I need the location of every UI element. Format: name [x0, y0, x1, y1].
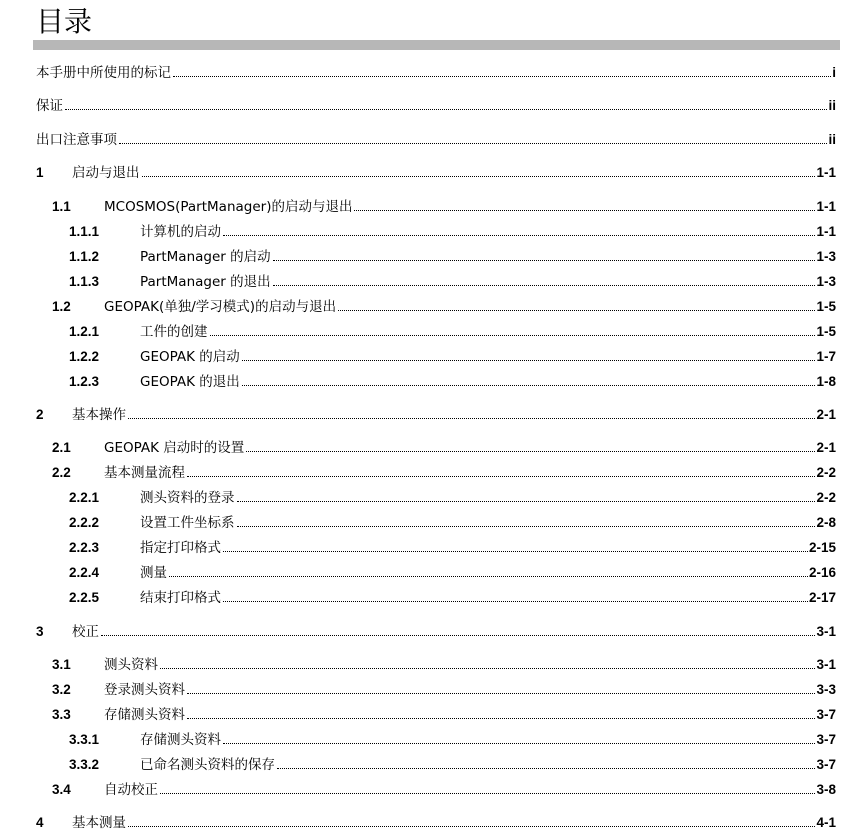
toc-entry-number: 2.1	[52, 440, 71, 455]
toc-entry-number: 1.2.1	[69, 324, 100, 339]
toc-entry-page: 3-1	[816, 657, 836, 672]
toc-entry-number: 1.1.1	[69, 224, 100, 239]
toc-dot-leader	[160, 793, 815, 794]
toc-entry-label: 测量	[140, 565, 167, 581]
toc-entry-page: 3-1	[816, 624, 836, 639]
toc-entry-label: 工件的创建	[140, 324, 208, 340]
toc-entry[interactable]	[0, 622, 865, 642]
toc-dot-leader	[187, 476, 815, 477]
toc-entry-label: 指定打印格式	[140, 540, 221, 556]
toc-dot-leader	[223, 235, 815, 236]
toc-entry[interactable]	[0, 130, 865, 150]
toc-entry-label: GEOPAK 的启动	[140, 349, 240, 365]
toc-entry-page: 1-3	[816, 249, 836, 264]
toc-entry-label: 自动校正	[104, 782, 158, 798]
toc-entry[interactable]	[0, 405, 865, 425]
toc-entry-page: 3-7	[816, 732, 836, 747]
toc-entry-page: 2-2	[816, 490, 836, 505]
toc-entry-page: 1-7	[816, 349, 836, 364]
toc-entry-label: 本手册中所使用的标记	[36, 65, 171, 81]
toc-dot-leader	[237, 501, 816, 502]
toc-entry-page: 1-1	[816, 165, 836, 180]
toc-dot-leader	[242, 385, 816, 386]
toc-entry-page: 3-7	[816, 707, 836, 722]
toc-entry[interactable]	[0, 488, 865, 508]
toc-entry-number: 1.2.2	[69, 349, 100, 364]
toc-entry-page: 2-17	[808, 590, 836, 605]
toc-entry[interactable]	[0, 272, 865, 292]
toc-dot-leader	[338, 310, 815, 311]
toc-entry-label: GEOPAK 启动时的设置	[104, 440, 245, 456]
toc-entry[interactable]	[0, 247, 865, 267]
toc-entry-page: 2-16	[808, 565, 836, 580]
toc-entry-page: 1-3	[816, 274, 836, 289]
toc-entry[interactable]	[0, 705, 865, 725]
toc-entry-page: 1-5	[816, 324, 836, 339]
toc-entry-number: 3	[36, 624, 44, 639]
toc-entry-number: 1.1.3	[69, 274, 100, 289]
toc-entry-label: 校正	[72, 624, 99, 640]
toc-dot-leader	[237, 526, 816, 527]
toc-entry-page: 2-1	[816, 407, 836, 422]
toc-entry-number: 2.2.1	[69, 490, 100, 505]
toc-dot-leader	[223, 743, 815, 744]
toc-entry-number: 1.2.3	[69, 374, 100, 389]
toc-entry-number: 3.3	[52, 707, 71, 722]
toc-entry-number: 3.2	[52, 682, 71, 697]
toc-dot-leader	[223, 551, 808, 552]
toc-entry-page: 2-1	[816, 440, 836, 455]
toc-entry-label: 启动与退出	[72, 165, 140, 181]
toc-entry-label: 存储测头资料	[104, 707, 185, 723]
toc-entry[interactable]	[0, 197, 865, 217]
toc-entry[interactable]	[0, 655, 865, 675]
toc-dot-leader	[277, 768, 815, 769]
toc-dot-leader	[354, 210, 815, 211]
toc-entry-label: 测头资料的登录	[140, 490, 235, 506]
toc-entry-label: 登录测头资料	[104, 682, 185, 698]
toc-dot-leader	[187, 718, 815, 719]
toc-entry[interactable]	[0, 96, 865, 116]
toc-dot-leader	[142, 176, 816, 177]
toc-dot-leader	[169, 576, 808, 577]
toc-entry-page: 3-7	[816, 757, 836, 772]
toc-entry-number: 1.1.2	[69, 249, 100, 264]
toc-entry-label: GEOPAK 的退出	[140, 374, 240, 390]
toc-dot-leader	[273, 285, 816, 286]
toc-entry-number: 3.1	[52, 657, 71, 672]
toc-entry-label: 保证	[36, 98, 63, 114]
toc-entry-number: 4	[36, 815, 44, 830]
page-title: 目录	[36, 5, 93, 38]
toc-dot-leader	[128, 826, 815, 827]
toc-entry[interactable]	[0, 563, 865, 583]
toc-entry[interactable]	[0, 538, 865, 558]
toc-entry-number: 1.2	[52, 299, 71, 314]
toc-entry-label: 设置工件坐标系	[140, 515, 235, 531]
toc-dot-leader	[160, 668, 815, 669]
toc-entry-page: ii	[828, 98, 836, 113]
toc-entry[interactable]	[0, 755, 865, 775]
toc-entry-label: 基本测量流程	[104, 465, 185, 481]
toc-dot-leader	[101, 635, 815, 636]
toc-entry-page: 1-1	[816, 224, 836, 239]
toc-entry[interactable]	[0, 347, 865, 367]
toc-entry-page: 2-2	[816, 465, 836, 480]
toc-entry[interactable]	[0, 813, 865, 833]
toc-entry-number: 2.2.3	[69, 540, 100, 555]
toc-dot-leader	[119, 143, 827, 144]
toc-entry-number: 3.3.1	[69, 732, 100, 747]
toc-entry-label: MCOSMOS(PartManager)的启动与退出	[104, 199, 353, 215]
toc-entry-number: 3.3.2	[69, 757, 100, 772]
toc-entry[interactable]	[0, 780, 865, 800]
toc-dot-leader	[65, 109, 827, 110]
toc-dot-leader	[242, 360, 816, 361]
toc-entry[interactable]	[0, 63, 865, 83]
toc-entry-page: 2-15	[808, 540, 836, 555]
toc-entry[interactable]	[0, 463, 865, 483]
toc-entry[interactable]	[0, 730, 865, 750]
toc-entry[interactable]	[0, 372, 865, 392]
toc-entry-page: 1-5	[816, 299, 836, 314]
toc-entry-label: 计算机的启动	[140, 224, 221, 240]
toc-entry-page: 3-8	[816, 782, 836, 797]
toc-entry-label: 出口注意事项	[36, 132, 117, 148]
toc-dot-leader	[246, 451, 815, 452]
toc-entry-number: 3.4	[52, 782, 71, 797]
toc-entry-number: 1	[36, 165, 44, 180]
toc-entry-label: 已命名测头资料的保存	[140, 757, 275, 773]
toc-entry[interactable]	[0, 322, 865, 342]
toc-dot-leader	[173, 76, 831, 77]
toc-entry-number: 2.2.5	[69, 590, 100, 605]
toc-entry-label: GEOPAK(单独/学习模式)的启动与退出	[104, 299, 337, 315]
toc-entry-number: 2.2.2	[69, 515, 100, 530]
toc-entry-label: 结束打印格式	[140, 590, 221, 606]
toc-dot-leader	[273, 260, 816, 261]
toc-entry-number: 2.2	[52, 465, 71, 480]
toc-entry-label: 基本测量	[72, 815, 126, 831]
toc-entry-page: 4-1	[816, 815, 836, 830]
toc-entry[interactable]	[0, 588, 865, 608]
toc-entry-number: 2.2.4	[69, 565, 100, 580]
toc-entry[interactable]	[0, 297, 865, 317]
toc-entry[interactable]	[0, 680, 865, 700]
toc-entry-page: 3-3	[816, 682, 836, 697]
toc-entry[interactable]	[0, 513, 865, 533]
toc-entry[interactable]	[0, 163, 865, 183]
toc-dot-leader	[223, 601, 808, 602]
toc-entry[interactable]	[0, 438, 865, 458]
toc-dot-leader	[128, 418, 815, 419]
toc-entry-page: 1-1	[816, 199, 836, 214]
toc-entry-label: 基本操作	[72, 407, 126, 423]
toc-entry-number: 1.1	[52, 199, 71, 214]
toc-entry[interactable]	[0, 222, 865, 242]
toc-entry-page: i	[832, 65, 836, 80]
toc-entry-label: PartManager 的退出	[140, 274, 271, 290]
toc-dot-leader	[187, 693, 815, 694]
toc-entry-page: 1-8	[816, 374, 836, 389]
toc-entry-page: 2-8	[816, 515, 836, 530]
toc-entry-label: 存储测头资料	[140, 732, 221, 748]
toc-entry-label: 测头资料	[104, 657, 158, 673]
toc-entry-number: 2	[36, 407, 44, 422]
toc-dot-leader	[210, 335, 816, 336]
toc-entry-label: PartManager 的启动	[140, 249, 271, 265]
toc-entry-page: ii	[828, 132, 836, 147]
